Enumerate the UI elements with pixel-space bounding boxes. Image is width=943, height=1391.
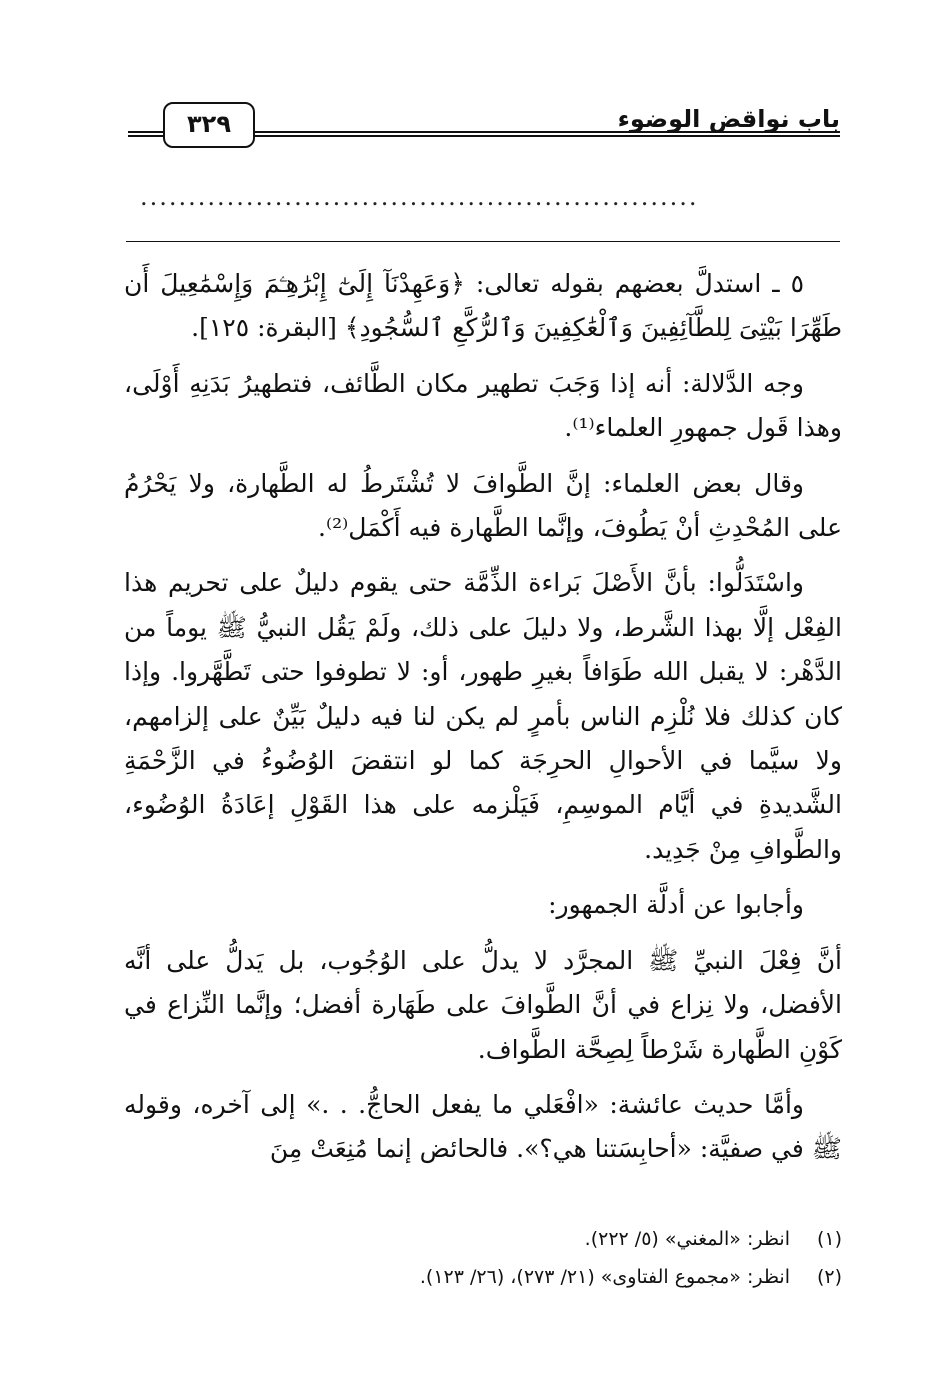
footnote-number: (٢) — [816, 1266, 842, 1288]
paragraph-verse-evidence: ٥ ـ استدلَّ بعضهم بقوله تعالى: ﴿وَعَهِدْنَآ إِلَىٰٓ إِبْرَٰهِـۧمَ وَإِسْمَٰعِيلَ أَن طَهِّرَا بَيْتِىَ لِلطَّآئِفِينَ وَٱلْعَٰكِفِينَ وَٱلرُّكَّعِ ٱلسُّجُودِ﴾ [البقرة: ١٢٥]. — [124, 269, 842, 343]
footnotes — [330, 1220, 842, 1296]
paragraph-their-argument: واسْتَدَلُّوا: بأنَّ الأَصْلَ بَراءة الذِّمَّة حتى يقوم دليلٌ على تحريم هذا الفِعْل إلَّا بهذا الشَّرط، ولا دليلَ على ذلك، ولَمْ يَقُل النبيُّ ﷺ يوماً من الدَّهْر: لا يقبل الله طَوَافاً بغيرِ طهور، أو: لا تطوفوا حتى تَطَّهَّروا. وإذا كان كذلك فلا نُلْزِم الناس بأمرٍ لم يكن لنا فيه دليلٌ بَيِّنٌ على إلزامهم، ولا سيَّما في الأحوالِ الحرِجَة كما لو انتقضَ الوُضُوءُ في الزَّحْمَةِ الشَّديدةِ في أيَّام الموسِمِ، فَيَلْزمه على هذا القَوْلِ إعَادَةُ الوُضُوء، والطَّوافِ مِنْ جَدِيد. — [124, 568, 842, 864]
dotted-separator: .......................................................... — [140, 190, 699, 210]
paragraph-evidence-reasoning: وجه الدَّلالة: أنه إذا وَجَبَ تطهير مكان الطَّائف، فتطهيرُ بَدَنِهِ أَوْلَى، وهذا قَول جمهورِ العلماء⁽¹⁾. — [124, 368, 842, 443]
header-rule-left — [128, 131, 163, 137]
footnote — [330, 1258, 842, 1296]
paragraph-aisha-hadith: وأمَّا حديث عائشة: «افْعَلي ما يفعل الحاجُّ. . .» إلى آخره، وقوله ﷺ في صفيَّة: «أحابِسَتنا هي؟». فالحائض إنما مُنِعَتْ مِنَ — [124, 1089, 842, 1164]
footnote-number: (١) — [816, 1228, 842, 1250]
page-number: ٣٢٩ — [163, 102, 255, 148]
footnote-text: انظر: «المغني» (٥/ ٢٢٢). — [584, 1228, 790, 1250]
paragraph-other-opinion: وقال بعض العلماء: إنَّ الطَّوافَ لا تُشْتَرطُ له الطَّهارة، ولا يَحْرُمُ على المُحْدِثِ أنْ يَطُوفَ، وإنَّما الطَّهارة فيه أَكْمَل⁽²⁾. — [124, 468, 842, 543]
main-text — [124, 262, 842, 1183]
paragraph-response-first: أنَّ فِعْلَ النبيِّ ﷺ المجرَّد لا يدلُّ على الوُجُوب، بل يَدلُّ على أنَّه الأفضل، ولا نِزاع في أنَّ الطَّوافَ على طَهَارة أفضل؛ وإنَّما النِّزاع في كَوْنِ الطَّهارة شَرْطاً لِصِحَّة الطَّواف. — [124, 945, 842, 1064]
paragraph-response-heading: وأجابوا عن أدلَّة الجمهور: — [548, 890, 804, 920]
page-header — [128, 98, 840, 158]
footnote — [330, 1220, 842, 1258]
footnote-text: انظر: «مجموع الفتاوى» (٢١/ ٢٧٣)، (٢٦/ ١٢٣). — [419, 1266, 790, 1288]
chapter-title: باب نواقض الوضوء — [617, 105, 840, 133]
header-separator-line — [126, 241, 840, 242]
